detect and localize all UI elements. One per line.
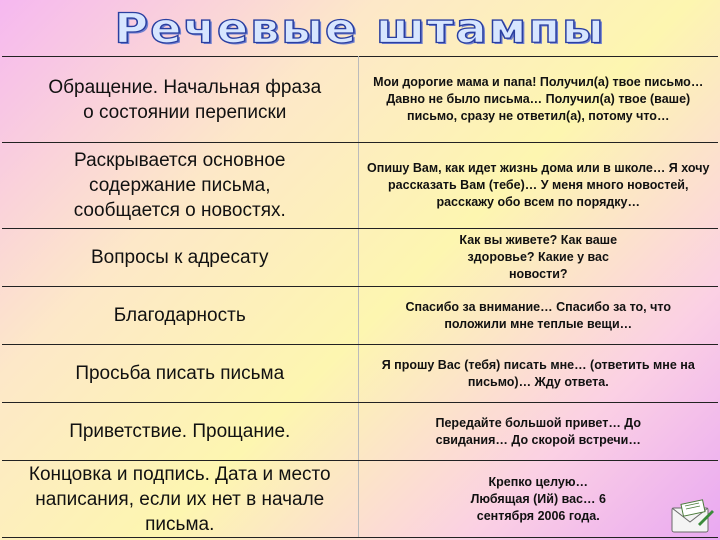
letter-part-cell: Раскрывается основное содержание письма, сообщается о новостях. [2, 143, 358, 229]
table-row [2, 57, 718, 143]
letter-part-cell: Благодарность [2, 287, 358, 345]
phrase-examples-cell: Я прошу Вас (тебя) писать мне… (ответить мне на письмо)… Жду ответа. [358, 345, 718, 403]
phrase-examples-cell: Крепко целую… Любящая (Ий) вас… 6 сентября 2006 года. [358, 461, 718, 538]
letter-part-cell: Приветствие. Прощание. [2, 403, 358, 461]
table-row [2, 287, 718, 345]
table-row [2, 143, 718, 229]
letter-part-cell: Обращение. Начальная фраза о состоянии переписки [2, 57, 358, 143]
letter-part-cell: Вопросы к адресату [2, 229, 358, 287]
table-row [2, 403, 718, 461]
letter-part-cell: Концовка и подпись. Дата и место написания, если их нет в начале письма. [2, 461, 358, 538]
page-title: Речевые штампы [114, 3, 606, 53]
letter-clipart-icon [668, 498, 714, 536]
phrase-examples-cell: Мои дорогие мама и папа! Получил(а) твое письмо… Давно не было письма… Получил(а) твое (ваше) письмо, сразу не ответил(а), потому что… [358, 57, 718, 143]
phrase-examples-cell: Передайте большой привет… До свидания… До скорой встречи… [358, 403, 718, 461]
table-row [2, 229, 718, 287]
phrase-examples-cell: Спасибо за внимание… Спасибо за то, что положили мне теплые вещи… [358, 287, 718, 345]
table-row [2, 461, 718, 538]
phrase-examples-cell: Опишу Вам, как идет жизнь дома или в школе… Я хочу рассказать Вам (тебе)… У меня много новостей, расскажу обо всем по порядку… [358, 143, 718, 229]
letter-part-cell: Просьба писать письма [2, 345, 358, 403]
title-container [0, 0, 720, 56]
phrase-examples-cell: Как вы живете? Как ваше здоровье? Какие у вас новости? [358, 229, 718, 287]
phrases-table [2, 56, 718, 538]
table-row [2, 345, 718, 403]
